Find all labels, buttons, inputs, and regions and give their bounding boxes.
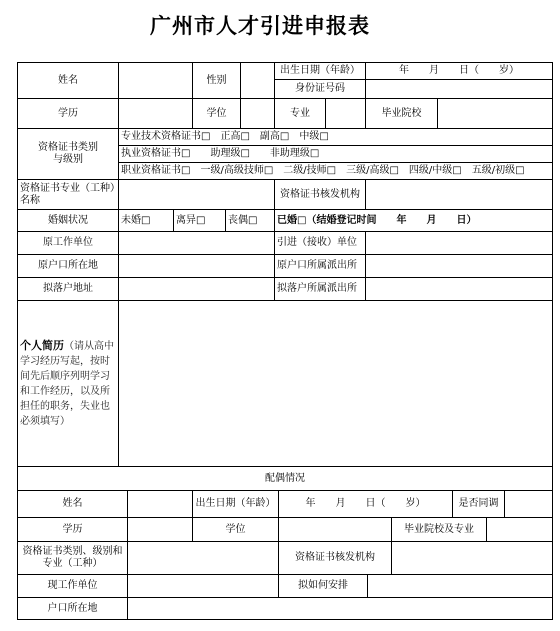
label-spouse-education: 学历 (18, 518, 128, 542)
field-intro-unit[interactable] (366, 232, 552, 255)
field-spouse-degree[interactable] (279, 518, 392, 542)
field-school[interactable] (438, 99, 552, 129)
field-orig-hukou[interactable] (119, 255, 275, 278)
option-unmarried[interactable]: 未婚□ (119, 210, 174, 232)
label-spouse-name: 姓名 (18, 491, 128, 518)
label-spouse-issuer: 资格证书核发机构 (279, 542, 392, 575)
label-resume (18, 301, 119, 467)
field-cert-major[interactable] (119, 180, 275, 210)
label-school: 毕业院校 (366, 99, 438, 129)
field-spouse-school[interactable] (487, 518, 552, 542)
label-spouse-degree: 学位 (193, 518, 279, 542)
label-name: 姓名 (18, 63, 119, 99)
field-degree[interactable] (241, 99, 275, 129)
resume-note: （请从高中学习经历写起，按时间先后顺序列明学习和工作经历，以及所担任的职务，失业也必须填写） (20, 341, 114, 427)
label-degree: 学位 (193, 99, 241, 129)
label-orig-hukou: 原户口所在地 (18, 255, 119, 278)
label-marital: 婚姻状况 (18, 210, 119, 232)
field-spouse-arrange[interactable] (368, 575, 552, 598)
label-birth: 出生日期（年龄） (275, 63, 366, 80)
label-spouse-arrange: 拟如何安排 (279, 575, 368, 598)
label-orig-police: 原户口所属派出所 (275, 255, 366, 278)
label-target-police: 拟落户所属派出所 (275, 278, 366, 301)
label-target-address: 拟落户地址 (18, 278, 119, 301)
field-target-address[interactable] (119, 278, 275, 301)
field-orig-police[interactable] (366, 255, 552, 278)
label-cert-type: 资格证书类别 与级别 (18, 129, 119, 180)
field-major[interactable] (326, 99, 366, 129)
field-spouse-issuer[interactable] (392, 542, 552, 575)
field-birth[interactable]: 年 月 日（ 岁） (366, 63, 552, 80)
option-widowed[interactable]: 丧偶□ (226, 210, 275, 232)
field-education[interactable] (119, 99, 193, 129)
resume-title: 个人简历 (20, 339, 64, 352)
label-spouse-unit: 现工作单位 (18, 575, 128, 598)
label-spouse-cert: 资格证书类别、级别和专业（工种） (18, 542, 128, 575)
field-spouse-same[interactable] (505, 491, 552, 518)
field-resume[interactable] (119, 301, 552, 467)
cert-option-vocational[interactable]: 职业资格证书□ 一级/高级技师□ 二级/技师□ 三级/高级□ 四级/中级□ 五级/初级□ (119, 163, 552, 180)
field-orig-unit[interactable] (119, 232, 275, 255)
label-orig-unit: 原工作单位 (18, 232, 119, 255)
field-id-number[interactable] (366, 80, 552, 99)
field-spouse-unit[interactable] (128, 575, 279, 598)
label-cert-major: 资格证书专业（工种）名称 (18, 180, 119, 210)
field-name[interactable] (119, 63, 193, 99)
label-id-number: 身份证号码 (275, 80, 366, 99)
cert-option-practice[interactable]: 执业资格证书□ 助理级□ 非助理级□ (119, 146, 552, 163)
label-spouse-birth: 出生日期（年龄） (193, 491, 279, 518)
field-spouse-name[interactable] (128, 491, 193, 518)
label-spouse-hukou: 户口所在地 (18, 598, 128, 619)
option-divorced[interactable]: 离异□ (174, 210, 226, 232)
field-spouse-hukou[interactable] (128, 598, 552, 619)
label-cert-issuer: 资格证书核发机构 (275, 180, 366, 210)
label-spouse-same: 是否同调 (453, 491, 505, 518)
field-cert-issuer[interactable] (366, 180, 552, 210)
option-married[interactable]: 已婚□（结婚登记时间 年 月 日） (275, 210, 552, 232)
label-major: 专业 (275, 99, 326, 129)
label-education: 学历 (18, 99, 119, 129)
field-spouse-birth[interactable]: 年 月 日（ 岁） (279, 491, 453, 518)
application-form-table (17, 62, 553, 620)
label-spouse-school: 毕业院校及专业 (392, 518, 487, 542)
field-target-police[interactable] (366, 278, 552, 301)
label-gender: 性别 (193, 63, 241, 99)
label-intro-unit: 引进（接收）单位 (275, 232, 366, 255)
section-spouse: 配偶情况 (18, 467, 552, 491)
cert-option-professional[interactable]: 专业技术资格证书□ 正高□ 副高□ 中级□ (119, 129, 552, 146)
field-gender[interactable] (241, 63, 275, 99)
form-title: 广州市人才引进申报表 (150, 13, 370, 38)
field-spouse-education[interactable] (128, 518, 193, 542)
field-spouse-cert[interactable] (128, 542, 279, 575)
